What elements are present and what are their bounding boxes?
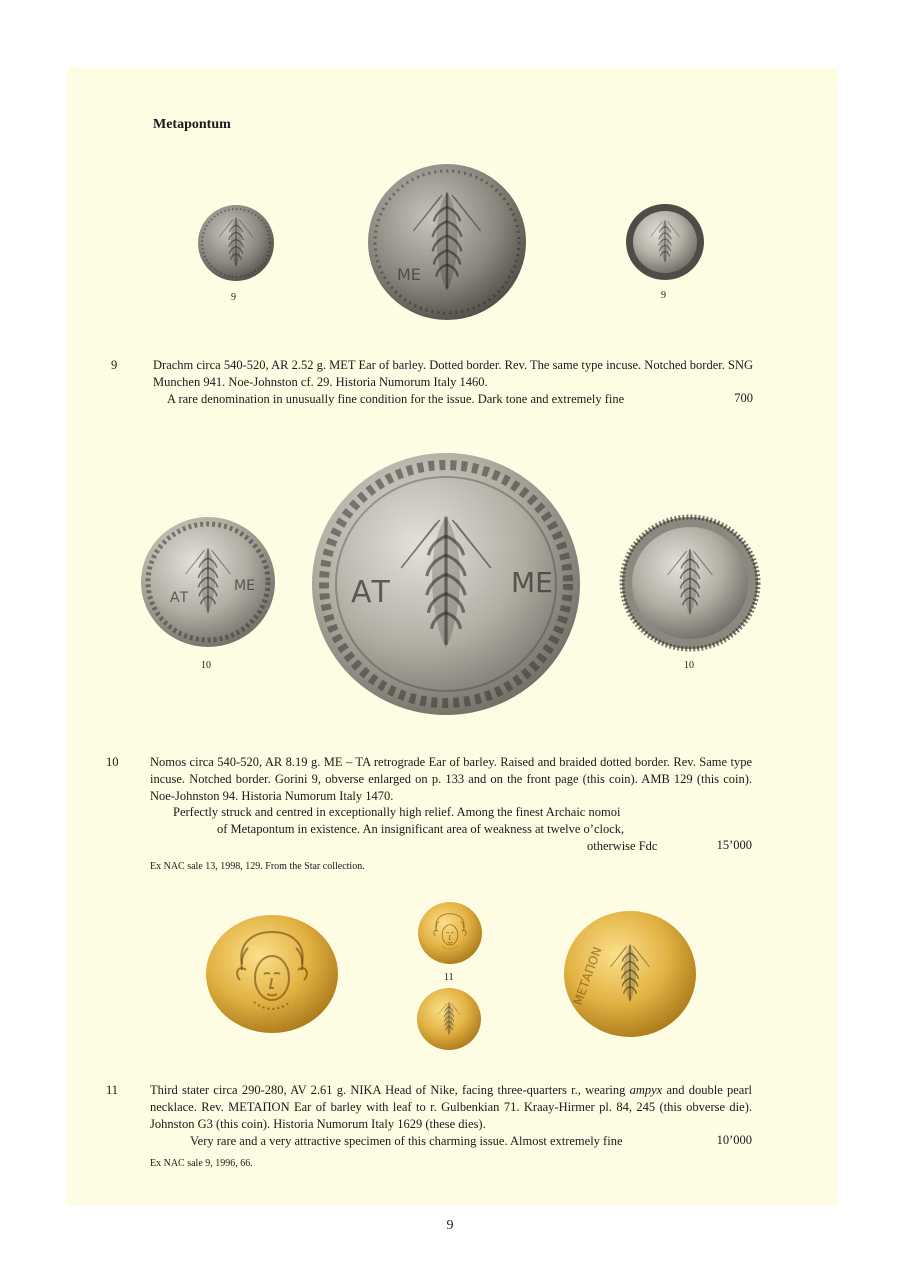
- lot10-provenance: Ex NAC sale 13, 1998, 129. From the Star collection.: [150, 861, 365, 872]
- lot10-condition-line3: otherwise Fdc: [587, 839, 658, 853]
- lot11-estimate: 10’000: [716, 1133, 752, 1147]
- svg-text:ΜΕ: ΜΕ: [397, 265, 421, 284]
- coin-image-lot10-obverse-enlarged: [311, 452, 581, 716]
- svg-text:ΜΕ: ΜΕ: [511, 566, 553, 599]
- coin-image-lot11-reverse: [416, 987, 482, 1051]
- lot9-reverse-label: 9: [661, 290, 666, 301]
- lot10-obverse-label: 10: [201, 660, 211, 671]
- section-title: Metapontum: [153, 117, 231, 132]
- coin-image-lot9-obverse-enlarged: [367, 162, 527, 322]
- lot10-reverse-label: 10: [684, 660, 694, 671]
- lot11-condition: Very rare and a very attractive specimen of this charming issue. Almost extremely fine: [190, 1134, 623, 1148]
- lot11-number: 11: [106, 1083, 119, 1097]
- svg-text:ΜΕΤΑΠΟΝ: ΜΕΤΑΠΟΝ: [570, 944, 605, 1008]
- lot9-number: 9: [111, 358, 118, 372]
- lot10-estimate: 15’000: [716, 838, 752, 852]
- lot9-description: Drachm circa 540-520, AR 2.52 g. MET Ear of barley. Dotted border. Rev. The same type incuse. Notched border. SNG Munchen 941. Noe-Johnston cf. 29. Historia Numorum Italy 1460.: [153, 358, 753, 389]
- lot10-condition-line2: of Metapontum in existence. An insignificant area of weakness at twelve o’clock,: [217, 822, 625, 836]
- svg-text:ΜΕ: ΜΕ: [234, 578, 255, 594]
- lot9-estimate: 700: [734, 391, 753, 405]
- coin-image-lot11-reverse-enlarged: [563, 910, 697, 1038]
- coin-image-lot9-reverse: [625, 203, 705, 281]
- lot11-label: 11: [444, 972, 454, 983]
- lot9-obverse-label: 9: [231, 292, 236, 303]
- lot9-condition: A rare denomination in unusually fine condition for the issue. Dark tone and extremely fine: [167, 392, 625, 406]
- coin-image-lot9-obverse-small: [196, 203, 276, 283]
- lot11-description: Third stater circa 290-280, AV 2.61 g. NIKA Head of Nike, facing three-quarters r., wearing ampyx and double pearl necklace. Rev. ΜΕΤΑΠΟΝ Ear of barley with leaf to r. Gulbenkian 71. Kraay-Hirmer pl. 84, 245 (this obverse die). Johnston G3 (this coin). Historia Numorum Italy 1629 (these dies).: [150, 1083, 752, 1131]
- svg-text:ΑΤ: ΑΤ: [351, 575, 390, 610]
- lot10-number: 10: [106, 755, 119, 769]
- lot10-description: Nomos circa 540-520, AR 8.19 g. ME – TA retrograde Ear of barley. Raised and braided dotted border. Rev. Same type incuse. Notched border. Gorini 9, obverse enlarged on p. 133 and on the front page (this coin). AMB 129 (this coin). Noe-Johnston 94. Historia Numorum Italy 1470.: [150, 755, 752, 803]
- page-number: 9: [446, 1218, 454, 1233]
- coin-image-lot11-obverse: [417, 901, 483, 965]
- lot10-condition-line1: Perfectly struck and centred in exceptionally high relief. Among the finest Archaic nomoi: [173, 805, 621, 819]
- lot11-provenance: Ex NAC sale 9, 1996, 66.: [150, 1158, 253, 1169]
- coin-image-lot11-obverse-enlarged: [205, 914, 339, 1034]
- coin-image-lot10-obverse-small: [140, 516, 276, 648]
- svg-text:ΑΤ: ΑΤ: [170, 590, 189, 606]
- coin-image-lot10-reverse: [621, 516, 759, 650]
